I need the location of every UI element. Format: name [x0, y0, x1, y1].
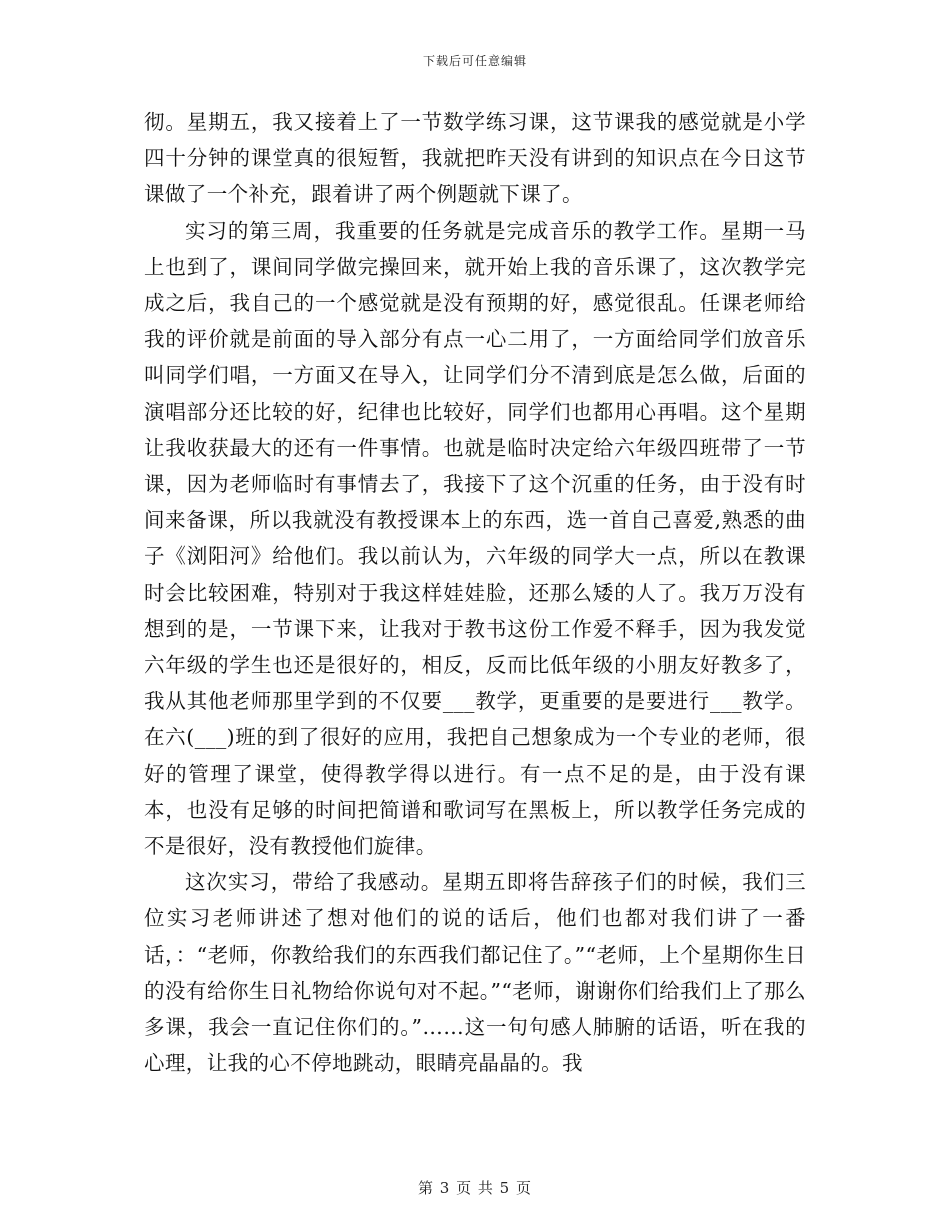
page-footer: 第 3 页 共 5 页: [418, 1179, 532, 1197]
paragraph-3: 这次实习，带给了我感动。星期五即将告辞孩子们的时候，我们三位实习老师讲述了想对他们的说的话后，他们也都对我们讲了一番话，：“老师，你教给我们的东西我们都记住了。”“老师，上个星期你生日的没有给你生日礼物给你说句对不起。”“老师，谢谢你们给我们上了那么多课，我会一直记住你们的。”……这一句句感人肺腑的话语，听在我的心理，让我的心不停地跳动，眼睛亮晶晶的。我: [144, 870, 806, 1076]
body-text: [144, 104, 806, 1081]
paragraph-2: 实习的第三周，我重要的任务就是完成音乐的教学工作。星期一马上也到了，课间同学做完操回来，就开始上我的音乐课了，这次教学完成之后，我自己的一个感觉就是没有预期的好，感觉很乱。任课老师给我的评价就是前面的导入部分有点一心二用了，一方面给同学们放音乐叫同学们唱，一方面又在导入，让同学们分不清到底是怎么做，后面的演唱部分还比较的好，纪律也比较好，同学们也都用心再唱。这个星期让我收获最大的还有一件事情。也就是临时决定给六年级四班带了一节课，因为老师临时有事情去了，我接下了这个沉重的任务，由于没有时间来备课，所以我就没有教授课本上的东西，选一首自己喜爱,熟悉的曲子《浏阳河》给他们。我以前认为，六年级的同学大一点，所以在教课时会比较困难，特别对于我这样娃娃脸，还那么矮的人了。我万万没有想到的是，一节课下来，让我对于教书这份工作爱不释手，因为我发觉六年级的学生也还是很好的，相反，反而比低年级的小朋友好教多了，我从其他老师那里学到的不仅要___教学，更重要的是要进行___教学。在六(___)班的到了很好的应用，我把自己想象成为一个专业的老师，很好的管理了课堂，使得教学得以进行。有一点不足的是，由于没有课本，也没有足够的时间把简谱和歌词写在黑板上，所以教学任务完成的不是很好，没有教授他们旋律。: [144, 218, 806, 859]
page-header: 下载后可任意编辑: [422, 54, 527, 68]
paragraph-1: 彻。星期五，我又接着上了一节数学练习课，这节课我的感觉就是小学四十分钟的课堂真的很短暂，我就把昨天没有讲到的知识点在今日这节课做了一个补充，跟着讲了两个例题就下课了。: [144, 110, 806, 207]
